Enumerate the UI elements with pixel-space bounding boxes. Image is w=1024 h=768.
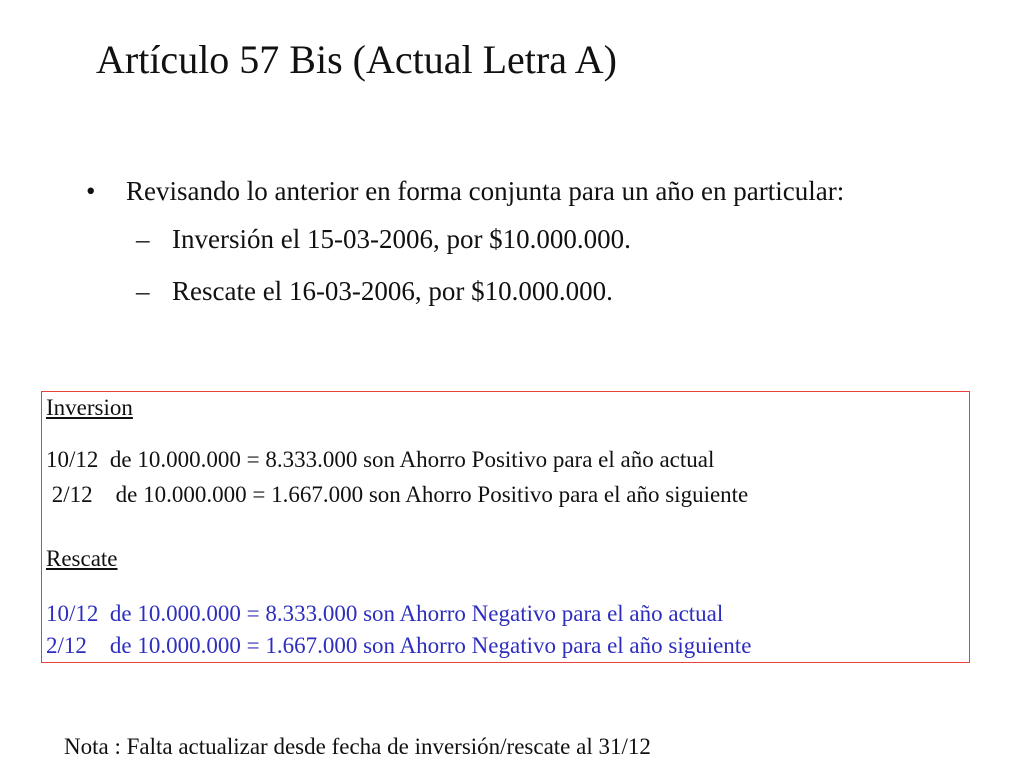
- dash-marker: –: [136, 224, 150, 254]
- sub-bullet-rescate: [86, 272, 938, 310]
- slide-title: Artículo 57 Bis (Actual Letra A): [96, 37, 617, 82]
- bullet-text: Revisando lo anterior en forma conjunta para un año en particular:: [126, 176, 845, 206]
- bullet-item: [86, 172, 938, 210]
- bullet-list: [86, 172, 938, 324]
- sub-bullet-list: [86, 220, 938, 310]
- inversion-line: 2/12 de 10.000.000 = 1.667.000 son Ahorro Positivo para el año siguiente: [46, 482, 749, 507]
- inversion-heading: Inversion: [46, 395, 133, 420]
- calculation-box: [41, 391, 970, 663]
- rescate-line: 2/12 de 10.000.000 = 1.667.000 son Ahorro Negativo para el año siguiente: [46, 633, 752, 658]
- bullet-marker: •: [86, 176, 96, 206]
- rescate-heading: Rescate: [46, 546, 118, 571]
- sub-bullet-inversion: [86, 220, 938, 258]
- inversion-line: 10/12 de 10.000.000 = 8.333.000 son Ahorro Positivo para el año actual: [46, 447, 715, 472]
- sub-bullet-text: Inversión el 15-03-2006, por $10.000.000.: [172, 224, 631, 254]
- sub-bullet-text: Rescate el 16-03-2006, por $10.000.000.: [172, 276, 613, 306]
- footnote: Nota : Falta actualizar desde fecha de inversión/rescate al 31/12: [64, 734, 651, 759]
- dash-marker: –: [136, 276, 150, 306]
- rescate-line: 10/12 de 10.000.000 = 8.333.000 son Ahorro Negativo para el año actual: [46, 601, 724, 626]
